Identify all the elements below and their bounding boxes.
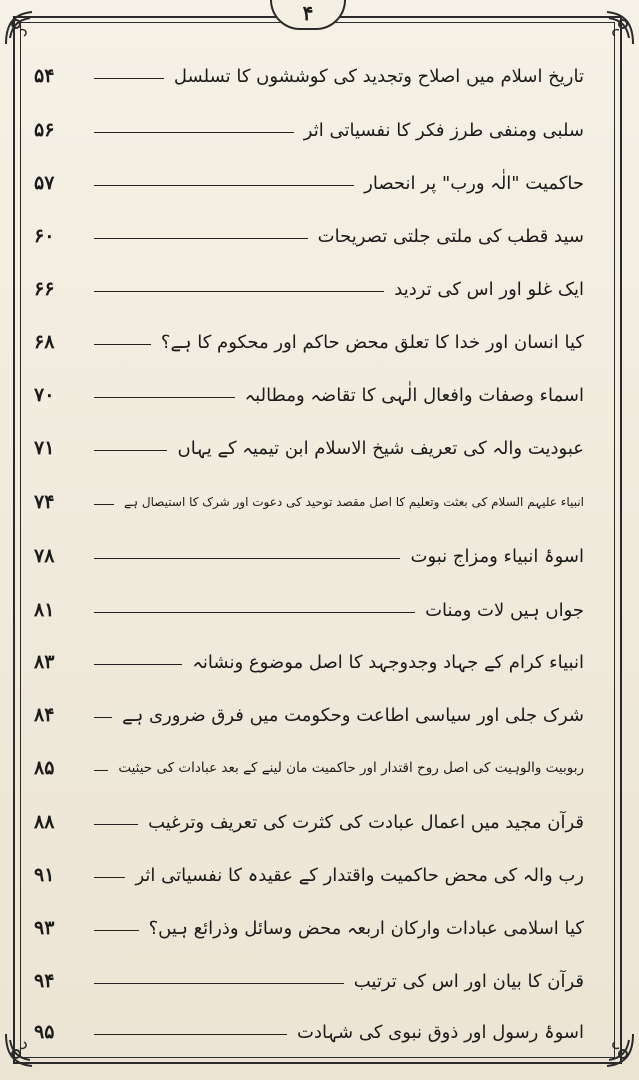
leader-line [94, 238, 308, 239]
leader-line [94, 1034, 287, 1035]
leader-line [94, 344, 151, 345]
toc-page-number: ۷۴ [34, 491, 55, 513]
leader-line [94, 504, 114, 505]
toc-page-number: ۷۸ [34, 545, 55, 567]
toc-title: اسماء وصفات وافعال الٰہی کا تقاضہ ومطالبہ [244, 384, 584, 406]
toc-entry [28, 1014, 584, 1050]
corner-ornament-icon [597, 8, 637, 48]
toc-page-number: ۸۱ [34, 599, 55, 621]
leader-line [94, 930, 139, 931]
toc-title: اسوۂ انبیاء ومزاج نبوت [410, 545, 584, 567]
toc-title: سید قطب کی ملتی جلتی تصریحات [317, 225, 584, 247]
toc-title: شرک جلی اور سیاسی اطاعت وحکومت میں فرق ضروری ہے [122, 704, 584, 726]
leader-line [94, 770, 108, 771]
leader-line [94, 185, 354, 186]
toc-page-number: ۷۰ [34, 384, 55, 406]
leader-line [94, 450, 167, 451]
leader-line [94, 983, 344, 984]
toc-page-number: ۵۴ [34, 65, 55, 87]
toc-page-number: ۸۵ [34, 757, 55, 779]
leader-line [94, 717, 112, 718]
toc-entry [28, 644, 584, 680]
toc-entry [28, 218, 584, 254]
toc-title: حاکمیت "الٰہ ورب" پر انحصار [364, 172, 584, 194]
toc-entry [28, 58, 584, 94]
toc-page-number: ۹۵ [34, 1021, 55, 1043]
toc-title: تاریخ اسلام میں اصلاح وتجدید کی کوششوں کا تسلسل [173, 65, 584, 87]
leader-line [94, 558, 400, 559]
toc-title: ربوبیت والوہیت کی اصل روح اقتدار اور حاکمیت مان لینے کے بعد عبادات کی حیثیت [118, 760, 584, 776]
toc-page-number: ۹۳ [34, 917, 55, 939]
page-number: ۴ [270, 0, 346, 30]
toc-entry [28, 592, 584, 628]
toc-page-number: ۵۷ [34, 172, 55, 194]
toc-title: ایک غلو اور اس کی تردید [394, 278, 584, 300]
toc-page-number: ۸۴ [34, 704, 55, 726]
toc-entry [28, 538, 584, 574]
toc-title: اسوۂ رسول اور ذوق نبوی کی شہادت [297, 1021, 584, 1043]
toc-title: انبیاء کرام کے جہاد وجدوجہد کا اصل موضوع ونشانہ [192, 651, 584, 673]
leader-line [94, 291, 384, 292]
toc-entry [28, 484, 584, 520]
toc-title: قرآن کا بیان اور اس کی ترتیب [353, 970, 584, 992]
toc-entry [28, 112, 584, 148]
toc-title: کیا اسلامی عبادات وارکان اربعہ محض وسائل وذرائع ہیں؟ [148, 917, 584, 939]
toc-page-number: ۹۴ [34, 970, 55, 992]
toc-page-number: ۸۸ [34, 811, 55, 833]
corner-ornament-icon [2, 8, 42, 48]
toc-entry [28, 804, 584, 840]
toc-page-number: ۶۸ [34, 331, 55, 353]
toc-page-number: ۵۶ [34, 119, 55, 141]
leader-line [94, 132, 294, 133]
toc-page-number: ۸۳ [34, 651, 55, 673]
toc-page-number: ۹۱ [34, 864, 55, 886]
toc-entry [28, 857, 584, 893]
leader-line [94, 824, 138, 825]
toc-title: رب والہ کی محض حاکمیت واقتدار کے عقیدہ کا نفسیاتی اثر [135, 864, 584, 886]
corner-ornament-icon [597, 1030, 637, 1070]
toc-entry [28, 271, 584, 307]
toc-entry [28, 750, 584, 786]
leader-line [94, 877, 125, 878]
toc-entry [28, 430, 584, 466]
toc-title: کیا انسان اور خدا کا تعلق محض حاکم اور محکوم کا ہے؟ [160, 331, 584, 353]
toc-entry [28, 324, 584, 360]
toc-title: انبیاء علیہم السلام کی بعثت وتعلیم کا اصل مقصد توحید کی دعوت اور شرک کا استیصال ہے [123, 495, 584, 509]
toc-entry [28, 963, 584, 999]
toc-page-number: ۶۰ [34, 225, 55, 247]
leader-line [94, 78, 164, 79]
toc-title: عبودیت والہ کی تعریف شیخ الاسلام ابن تیمیہ کے یہاں [177, 437, 584, 459]
toc-page-number: ۶۶ [34, 278, 55, 300]
toc-entry [28, 910, 584, 946]
toc-title: سلبی ومنفی طرز فکر کا نفسیاتی اثر [303, 119, 584, 141]
toc-page-number: ۷۱ [34, 437, 55, 459]
leader-line [94, 664, 182, 665]
toc-entry [28, 165, 584, 201]
toc-entry [28, 377, 584, 413]
leader-line [94, 612, 415, 613]
toc-title: جواں ہیں لات ومنات [425, 599, 584, 621]
toc-title: قرآن مجید میں اعمال عبادت کی کثرت کی تعریف وترغیب [148, 811, 584, 833]
toc-entry [28, 697, 584, 733]
leader-line [94, 397, 235, 398]
